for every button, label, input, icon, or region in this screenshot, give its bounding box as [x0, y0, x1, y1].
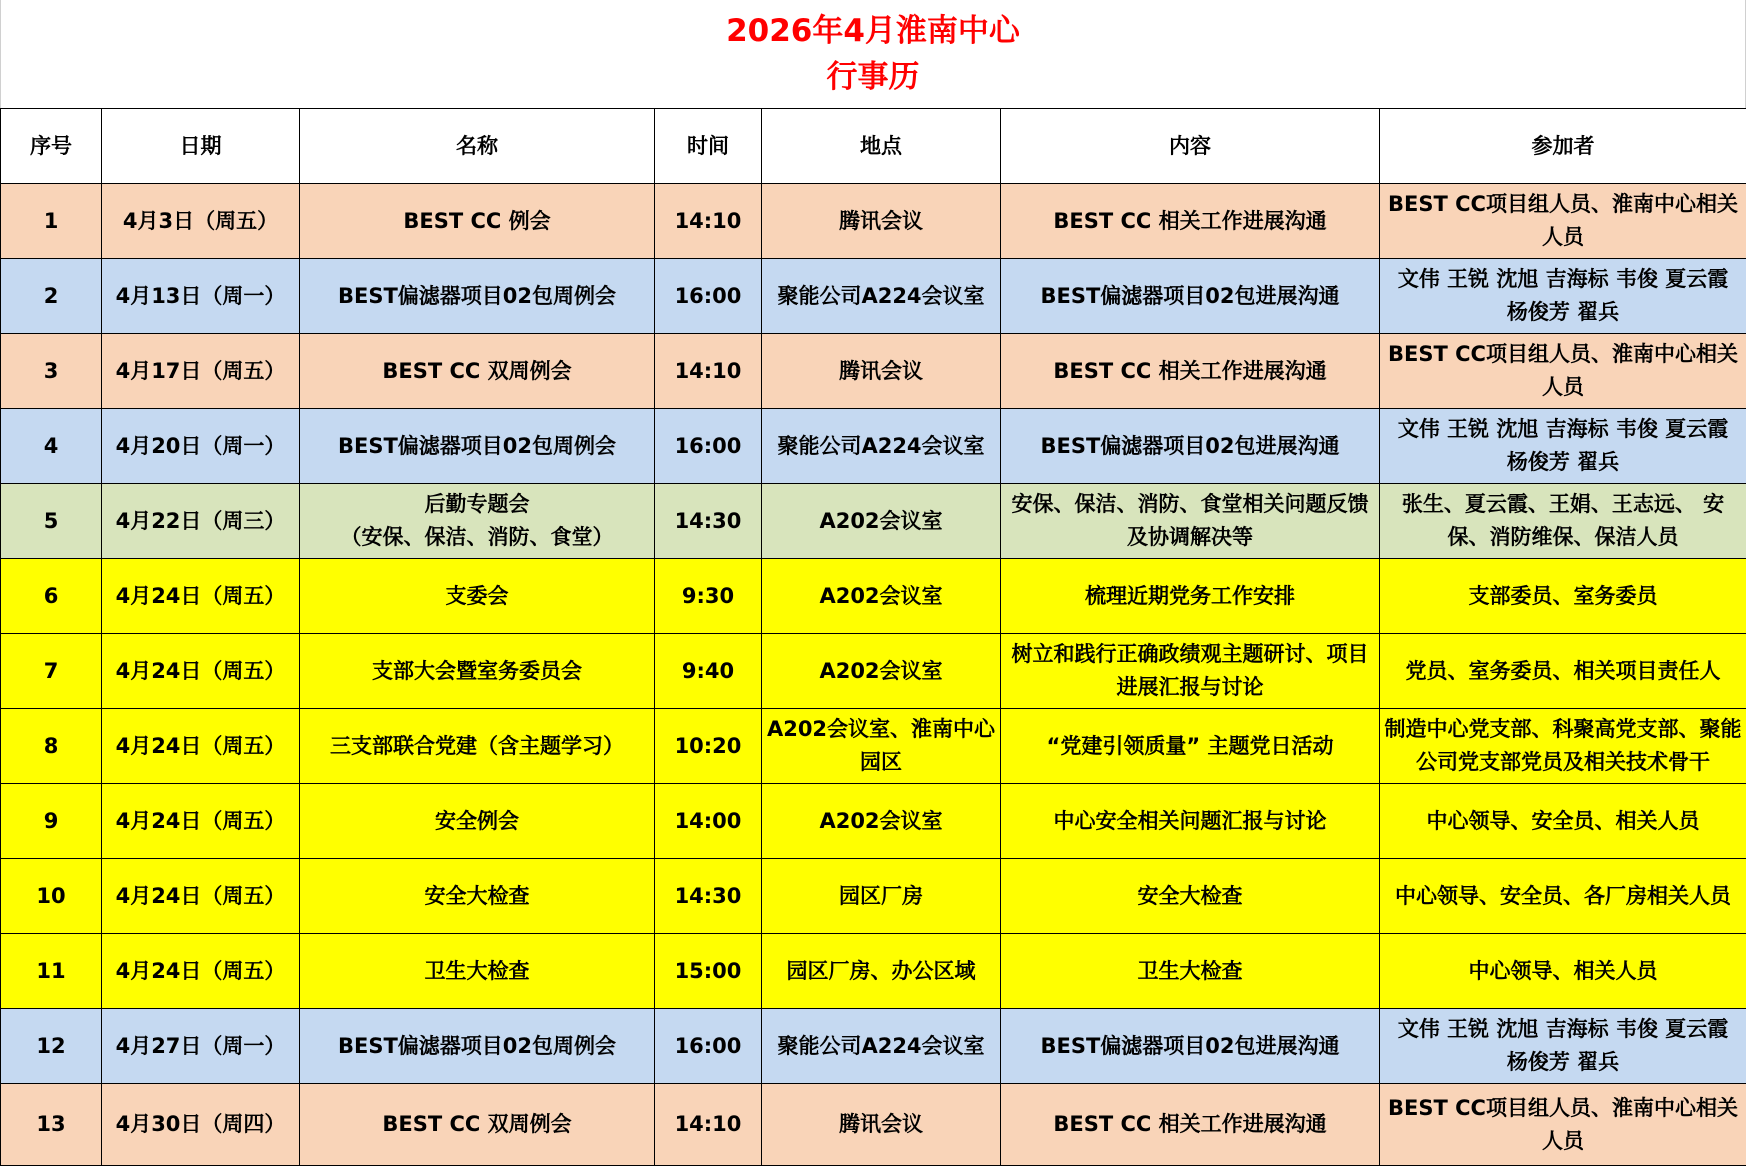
cell-name: 支委会 [300, 559, 655, 634]
cell-index: 9 [1, 784, 102, 859]
cell-date: 4月20日（周一） [102, 409, 300, 484]
cell-content: 安全大检查 [1001, 859, 1380, 934]
cell-date: 4月3日（周五） [102, 184, 300, 259]
table-row [1, 934, 1746, 1009]
cell-time: 16:00 [655, 259, 762, 334]
cell-date: 4月22日（周三） [102, 484, 300, 559]
cell-attendees: BEST CC项目组人员、淮南中心相关人员 [1380, 334, 1746, 409]
table-row [1, 709, 1746, 784]
cell-date: 4月24日（周五） [102, 859, 300, 934]
table-row [1, 484, 1746, 559]
cell-attendees: BEST CC项目组人员、淮南中心相关人员 [1380, 1084, 1746, 1166]
cell-location: 园区厂房 [762, 859, 1001, 934]
table-row [1, 259, 1746, 334]
cell-time: 14:00 [655, 784, 762, 859]
cell-name: BEST偏滤器项目02包周例会 [300, 1009, 655, 1084]
cell-attendees: BEST CC项目组人员、淮南中心相关人员 [1380, 184, 1746, 259]
cell-content: BEST CC 相关工作进展沟通 [1001, 334, 1380, 409]
cell-content: 安保、保洁、消防、食堂相关问题反馈及协调解决等 [1001, 484, 1380, 559]
cell-attendees: 党员、室务委员、相关项目责任人 [1380, 634, 1746, 709]
cell-content: BEST偏滤器项目02包进展沟通 [1001, 1009, 1380, 1084]
cell-index: 10 [1, 859, 102, 934]
cell-attendees: 制造中心党支部、科聚高党支部、聚能公司党支部党员及相关技术骨干 [1380, 709, 1746, 784]
cell-index: 12 [1, 1009, 102, 1084]
cell-location: 腾讯会议 [762, 334, 1001, 409]
cell-date: 4月24日（周五） [102, 784, 300, 859]
table-row [1, 559, 1746, 634]
calendar-title-line1: 2026年4月淮南中心 [726, 13, 1020, 49]
cell-name: BEST CC 双周例会 [300, 1084, 655, 1166]
cell-name: 安全例会 [300, 784, 655, 859]
cell-index: 11 [1, 934, 102, 1009]
cell-location: A202会议室 [762, 634, 1001, 709]
cell-name: 三支部联合党建（含主题学习） [300, 709, 655, 784]
cell-name: BEST偏滤器项目02包周例会 [300, 409, 655, 484]
cell-time: 16:00 [655, 409, 762, 484]
cell-time: 15:00 [655, 934, 762, 1009]
table-row [1, 859, 1746, 934]
cell-attendees: 文伟 王锐 沈旭 吉海标 韦俊 夏云霞 杨俊芳 翟兵 [1380, 1009, 1746, 1084]
cell-location: 腾讯会议 [762, 1084, 1001, 1166]
cell-time: 9:30 [655, 559, 762, 634]
header-name: 名称 [300, 109, 655, 184]
cell-name: BEST偏滤器项目02包周例会 [300, 259, 655, 334]
cell-name: BEST CC 双周例会 [300, 334, 655, 409]
cell-attendees: 张生、夏云霞、王娟、王志远、 安保、消防维保、保洁人员 [1380, 484, 1746, 559]
cell-content: BEST偏滤器项目02包进展沟通 [1001, 409, 1380, 484]
cell-attendees: 支部委员、室务委员 [1380, 559, 1746, 634]
cell-name: 卫生大检查 [300, 934, 655, 1009]
cell-time: 16:00 [655, 1009, 762, 1084]
header-location: 地点 [762, 109, 1001, 184]
cell-date: 4月24日（周五） [102, 709, 300, 784]
cell-name: 支部大会暨室务委员会 [300, 634, 655, 709]
cell-index: 6 [1, 559, 102, 634]
cell-location: A202会议室 [762, 784, 1001, 859]
cell-content: 中心安全相关问题汇报与讨论 [1001, 784, 1380, 859]
table-row [1, 184, 1746, 259]
cell-date: 4月30日（周四） [102, 1084, 300, 1166]
cell-date: 4月24日（周五） [102, 634, 300, 709]
table-row [1, 634, 1746, 709]
cell-location: 聚能公司A224会议室 [762, 409, 1001, 484]
cell-index: 3 [1, 334, 102, 409]
cell-content: BEST CC 相关工作进展沟通 [1001, 184, 1380, 259]
cell-attendees: 中心领导、安全员、各厂房相关人员 [1380, 859, 1746, 934]
cell-content: BEST CC 相关工作进展沟通 [1001, 1084, 1380, 1166]
cell-time: 14:10 [655, 1084, 762, 1166]
cell-attendees: 中心领导、相关人员 [1380, 934, 1746, 1009]
cell-time: 10:20 [655, 709, 762, 784]
cell-time: 14:30 [655, 484, 762, 559]
table-row [1, 409, 1746, 484]
cell-index: 5 [1, 484, 102, 559]
cell-location: A202会议室、淮南中心园区 [762, 709, 1001, 784]
cell-name: 后勤专题会 （安保、保洁、消防、食堂） [300, 484, 655, 559]
cell-time: 14:10 [655, 184, 762, 259]
table-row [1, 1084, 1746, 1166]
cell-location: 园区厂房、办公区域 [762, 934, 1001, 1009]
cell-location: A202会议室 [762, 559, 1001, 634]
cell-content: 梳理近期党务工作安排 [1001, 559, 1380, 634]
header-content: 内容 [1001, 109, 1380, 184]
cell-date: 4月13日（周一） [102, 259, 300, 334]
cell-location: 腾讯会议 [762, 184, 1001, 259]
header-attendees: 参加者 [1380, 109, 1746, 184]
calendar-title-line2: 行事历 [826, 59, 920, 95]
cell-location: A202会议室 [762, 484, 1001, 559]
cell-attendees: 中心领导、安全员、相关人员 [1380, 784, 1746, 859]
schedule-table [0, 108, 1746, 1166]
cell-content: 卫生大检查 [1001, 934, 1380, 1009]
table-header-row [1, 109, 1746, 184]
cell-attendees: 文伟 王锐 沈旭 吉海标 韦俊 夏云霞 杨俊芳 翟兵 [1380, 409, 1746, 484]
cell-date: 4月24日（周五） [102, 934, 300, 1009]
cell-date: 4月27日（周一） [102, 1009, 300, 1084]
cell-name: 安全大检查 [300, 859, 655, 934]
header-index: 序号 [1, 109, 102, 184]
cell-attendees: 文伟 王锐 沈旭 吉海标 韦俊 夏云霞 杨俊芳 翟兵 [1380, 259, 1746, 334]
cell-content: 树立和践行正确政绩观主题研讨、项目进展汇报与讨论 [1001, 634, 1380, 709]
cell-location: 聚能公司A224会议室 [762, 1009, 1001, 1084]
table-row [1, 784, 1746, 859]
cell-index: 1 [1, 184, 102, 259]
cell-date: 4月24日（周五） [102, 559, 300, 634]
cell-content: “党建引领质量” 主题党日活动 [1001, 709, 1380, 784]
header-date: 日期 [102, 109, 300, 184]
cell-time: 9:40 [655, 634, 762, 709]
cell-date: 4月17日（周五） [102, 334, 300, 409]
cell-location: 聚能公司A224会议室 [762, 259, 1001, 334]
cell-time: 14:30 [655, 859, 762, 934]
header-time: 时间 [655, 109, 762, 184]
cell-time: 14:10 [655, 334, 762, 409]
cell-index: 4 [1, 409, 102, 484]
table-row [1, 1009, 1746, 1084]
cell-name: BEST CC 例会 [300, 184, 655, 259]
cell-index: 8 [1, 709, 102, 784]
cell-index: 2 [1, 259, 102, 334]
cell-index: 7 [1, 634, 102, 709]
cell-index: 13 [1, 1084, 102, 1166]
table-row [1, 334, 1746, 409]
calendar-title [0, 0, 1746, 108]
cell-content: BEST偏滤器项目02包进展沟通 [1001, 259, 1380, 334]
